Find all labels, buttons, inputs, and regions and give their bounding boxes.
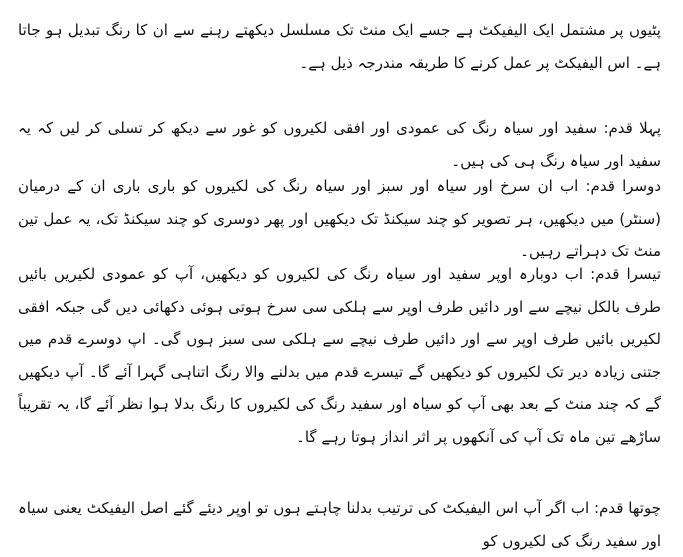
step-1-paragraph: پہلا قدم: سفید اور سیاہ رنگ کی عمودی اور افقی لکیروں کو غور سے دیکھ کر تسلی کر لیں کہ یہ سفید اور سیاہ رنگ ہی کی ہیں۔ [18, 119, 661, 170]
step-2-paragraph: دوسرا قدم: اب ان سرخ اور سیاہ اور سبز اور سیاہ رنگ کی لکیروں کو باری باری ان کے درمیان (سنٹر) میں دیکھیں، ہر تصویر کو چند سیکنڈ تک دیکھیں اور پھر دوسری کو چند سیکنڈ تک، یہ عمل تین منٹ تک دہراتے رہیں۔ [18, 177, 661, 260]
step-3-paragraph: تیسرا قدم: اب دوبارہ اوپر سفید اور سیاہ رنگ کی لکیروں کو دیکھیں، آپ کو عمودی لکیریں بائیں طرف بالکل نیچے سے اور دائیں طرف اوپر سے ہلکی سی سرخ ہوتی ہوئی دکھائی دیں گی جبکہ افقی لکیریں بائیں طرف اوپر سے اور دائیں طرف نیچے سے ہلکی سی سبز ہوں گی۔ اپ دوسرے قدم میں جتنی زیادہ دیر تک لکیروں کو دیکھیں گے تیسرے قدم میں بدلنے والا رنگ اتناہی گہرا آئے گا۔ آپ دیکھیں گے کہ چند منٹ کے بعد بھی آپ کو سیاہ اور سفید رنگ کی لکیروں کا رنگ بدلا ہوا نظر آئے گا، یہ تقریباً ساڑھے تین ماہ تک آپ کی آنکھوں پر اثر انداز ہوتا رہے گا۔ [18, 265, 661, 446]
step-4-paragraph: چوتھا قدم: اب اگر آپ اس الیفیکٹ کی ترتیب بدلنا چاہتے ہوں تو اوپر دیئے گئے اصل الیفیکٹ یعنی سیاہ اور سفید رنگ کی لکیروں کو [18, 499, 661, 550]
intro-paragraph: پٹیوں پر مشتمل ایک الیفیکٹ ہے جسے ایک منٹ تک مسلسل دیکھتے رہنے سے ان کا رنگ تبدیل ہو جاتا ہے۔ اس الیفیکٹ پر عمل کرنے کا طریقہ مندرجہ ذیل ہے۔ [18, 21, 661, 72]
